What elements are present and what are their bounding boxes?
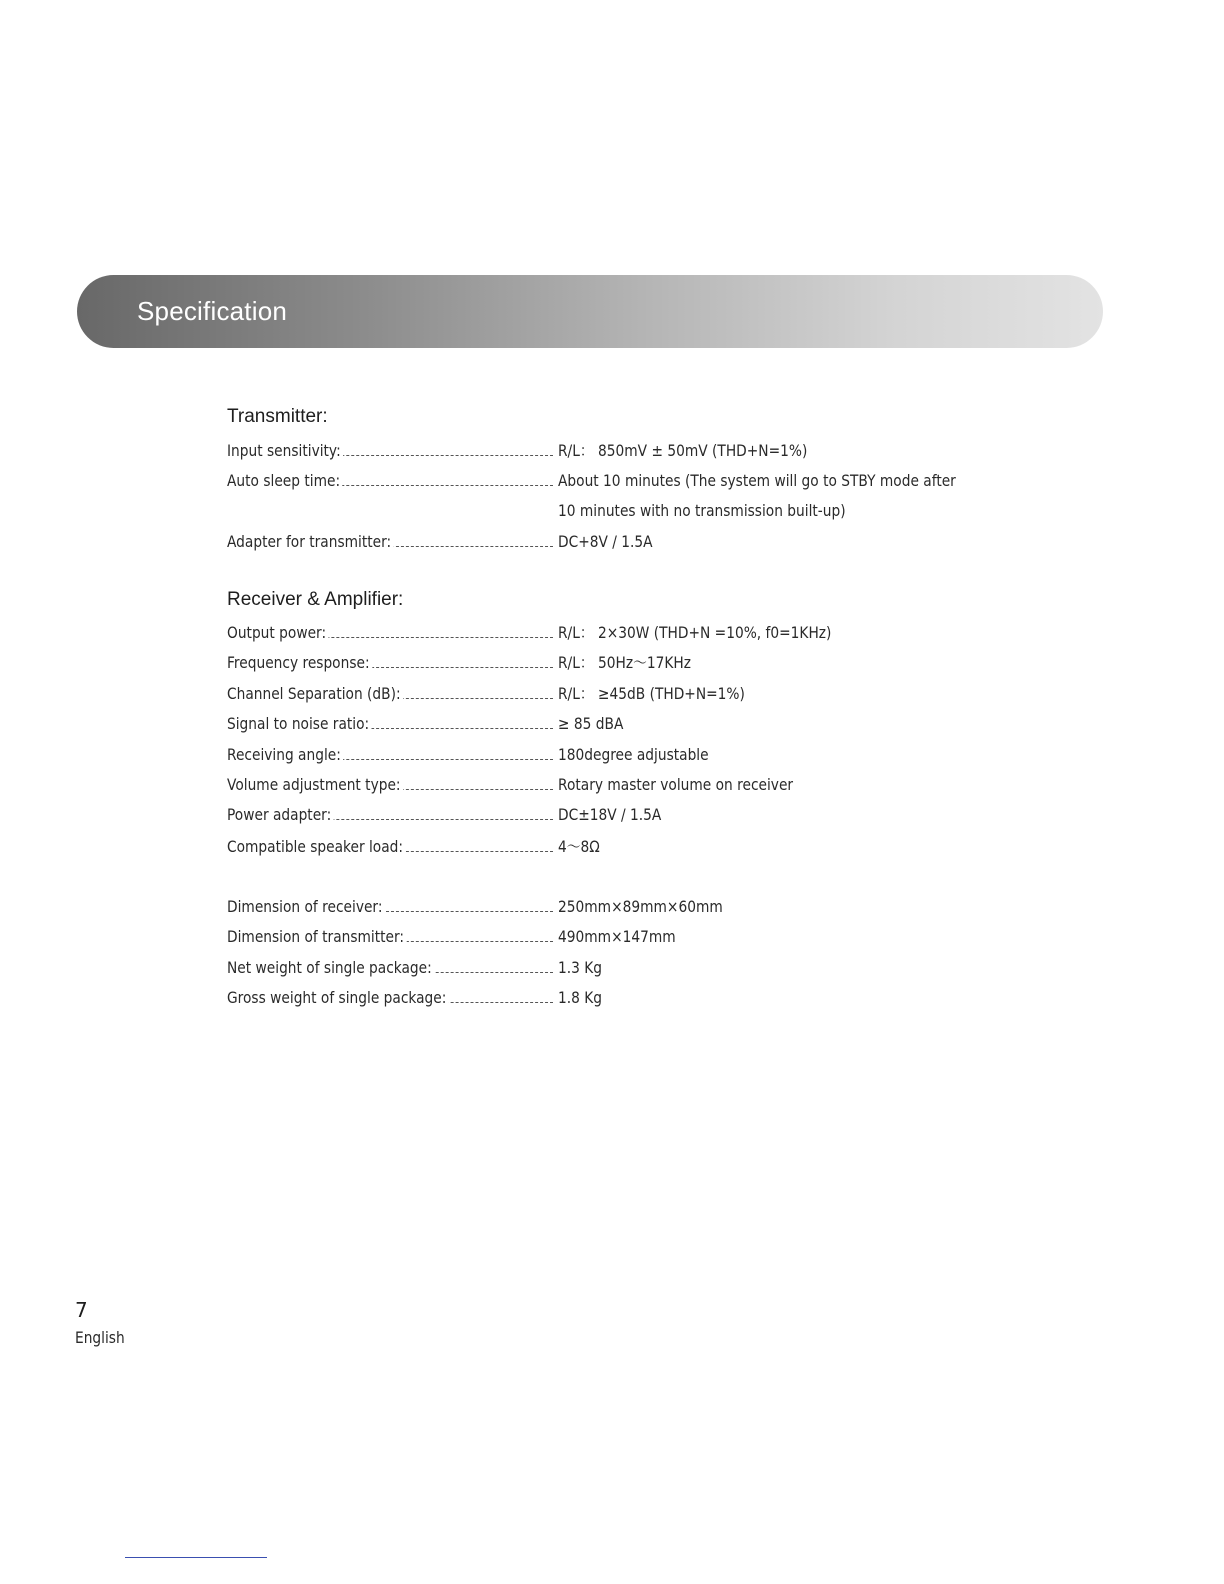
spec-label-container	[227, 953, 553, 983]
spec-row-dimension-receiver	[227, 892, 1027, 922]
spec-label: Gross weight of single package:	[227, 983, 449, 1013]
spec-label: Net weight of single package:	[227, 953, 434, 983]
spec-value: 1.8 Kg	[558, 988, 603, 1007]
spec-label: Frequency response:	[227, 648, 372, 678]
spec-label-container	[227, 832, 553, 862]
spec-value: Rotary master volume on receiver	[558, 775, 794, 794]
spec-label-container	[227, 679, 553, 709]
page-title: Specification	[137, 296, 288, 326]
spec-label-container	[227, 436, 553, 466]
spec-value: R/L： ≥45dB (THD+N=1%)	[558, 684, 745, 703]
spec-row-net-weight	[227, 953, 1027, 983]
spec-label: Power adapter:	[227, 800, 334, 830]
spec-row-input-sensitivity	[227, 436, 1027, 466]
spec-row-signal-to-noise	[227, 709, 1027, 739]
spec-row-volume-adjustment	[227, 770, 1027, 800]
spec-label-container	[227, 527, 553, 557]
spec-row-dimension-transmitter	[227, 922, 1027, 952]
spec-row-auto-sleep-time	[227, 466, 1027, 526]
spec-value: About 10 minutes (The system will go to STBY mode after	[558, 471, 956, 490]
spec-value-continuation: 10 minutes with no transmission built-up)	[558, 501, 846, 520]
spec-label: Signal to noise ratio:	[227, 709, 372, 739]
footnote-divider	[125, 1557, 267, 1558]
spec-label-container	[227, 983, 553, 1013]
spec-row-frequency-response	[227, 648, 1027, 678]
spec-label: Volume adjustment type:	[227, 770, 403, 800]
spec-value: ≥ 85 dBA	[558, 714, 624, 733]
spec-value: R/L： 2×30W (THD+N =10%, f0=1KHz)	[558, 623, 832, 642]
spec-value: 490mm×147mm	[558, 927, 676, 946]
spec-row-gross-weight	[227, 983, 1027, 1013]
spec-label-container	[227, 770, 553, 800]
spec-label: Dimension of transmitter:	[227, 922, 407, 952]
page-number: 7	[75, 1298, 88, 1322]
spec-row-adapter-for-transmitter	[227, 527, 1027, 557]
spec-label-container	[227, 648, 553, 678]
spec-label: Output power:	[227, 618, 329, 648]
spec-value: DC±18V / 1.5A	[558, 805, 662, 824]
spec-label-container	[227, 892, 553, 922]
spec-label-container	[227, 466, 553, 496]
spec-value: 4～8Ω	[558, 837, 600, 856]
spec-label-container	[227, 740, 553, 770]
spec-value: R/L： 850mV ± 50mV (THD+N=1%)	[558, 441, 808, 460]
spec-label-container	[227, 618, 553, 648]
spec-label: Input sensitivity:	[227, 436, 343, 466]
spec-label-container	[227, 709, 553, 739]
spec-label: Channel Separation (dB):	[227, 679, 403, 709]
spec-row-channel-separation	[227, 679, 1027, 709]
page-language: English	[75, 1328, 125, 1347]
spec-row-power-adapter	[227, 800, 1027, 830]
spec-value: DC+8V / 1.5A	[558, 532, 653, 551]
spec-label: Compatible speaker load:	[227, 832, 406, 862]
spec-value: 180degree adjustable	[558, 745, 709, 764]
spec-label: Adapter for transmitter:	[227, 527, 394, 557]
spec-label: Auto sleep time:	[227, 466, 343, 496]
transmitter-heading: Transmitter:	[227, 406, 328, 427]
spec-value: 1.3 Kg	[558, 958, 603, 977]
spec-label: Dimension of receiver:	[227, 892, 385, 922]
spec-value: R/L： 50Hz～17KHz	[558, 653, 691, 672]
spec-row-receiving-angle	[227, 740, 1027, 770]
receiver-heading: Receiver & Amplifier:	[227, 589, 404, 610]
spec-row-speaker-load	[227, 832, 1027, 862]
section-banner	[77, 275, 1103, 348]
spec-value: 250mm×89mm×60mm	[558, 897, 723, 916]
spec-label-container	[227, 800, 553, 830]
spec-label: Receiving angle:	[227, 740, 343, 770]
spec-label-container	[227, 922, 553, 952]
spec-row-output-power	[227, 618, 1027, 648]
